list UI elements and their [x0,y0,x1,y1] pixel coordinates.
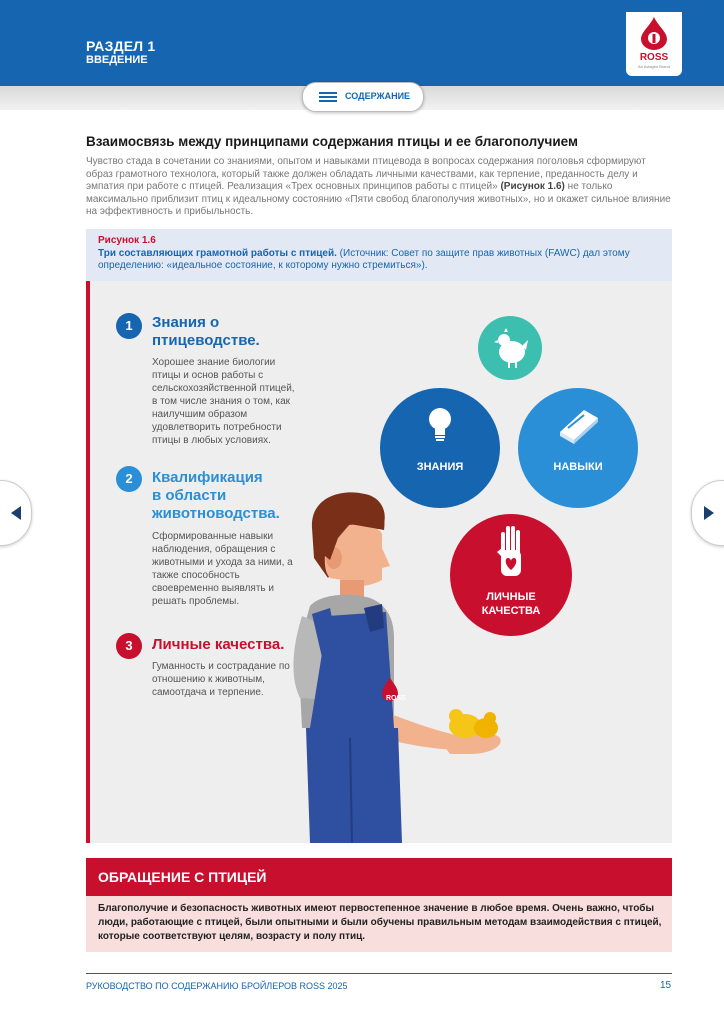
item-number-2: 2 [116,466,142,492]
handling-body-box [86,896,672,952]
personal-qualities-line-1: ЛИЧНЫЕ [486,591,536,603]
intro-text-1: Чувство стада в сочетании со знаниями, опытом и навыками птицевода в вопросах содержания поголовья сформируют образ грамотного технолога, который также должен обладать личными качествами, как терпение, преданность делу и эмпатия при работе с птицей. Реализация «Трех основных принципов работы с птицей» [86,156,646,192]
ross-drop-icon [640,16,668,50]
item-title-2-line-1: Квалификация [152,469,263,486]
item-number-3: 3 [116,633,142,659]
figure-reference-link[interactable]: (Рисунок 1.6) [500,181,565,192]
item-title-1-line-2: птицеводстве. [152,332,260,349]
figure-number: Рисунок 1.6 [98,235,156,246]
page-header [0,0,724,86]
item-text-3: Гуманность и сострадание по отношению к животным, самоотдача и терпение. [152,661,290,698]
item-number-1: 1 [116,313,142,339]
item-title-2-line-3: животноводства. [152,505,280,522]
logo-subtext: An Aviagen Brand [638,64,670,69]
prev-page-button[interactable] [0,480,32,546]
handling-text: Благополучие и безопасность животных имеют первостепенное значение в любое время. Очень важно, чтобы люди, работающие с птицей, были опытными и были обучены правильным методам взаимодействия с птицей, которые соответствуют целям, возрасту и полу птиц. [98,903,662,942]
arrow-right-icon [702,505,716,521]
page-number: 15 [660,980,672,991]
chicken-circle [478,316,542,380]
figure-caption [98,248,664,272]
intro-paragraph [86,156,674,219]
figure-caption-rest: (Источник: Совет по защите прав животных (FAWC) дал этому определению: «идеальное состояние, к которому нужно стремиться»). [98,248,630,271]
book-icon [556,406,602,446]
logo-text: ROSS [639,52,669,63]
knowledge-label: ЗНАНИЯ [416,461,464,473]
arrow-left-icon [9,505,23,521]
section-heading: Взаимосвязь между принципами содержания птицы и ее благополучием [86,134,578,149]
handling-title-bar [86,858,672,896]
figure-accent-bar [86,281,90,843]
section-label: РАЗДЕЛ 1 [86,38,156,54]
handling-title: ОБРАЩЕНИЕ С ПТИЦЕЙ [98,869,267,885]
item-text-1: Хорошее знание биологии птицы и основ работы с сельскохозяйственной птицей, в том числе знания о том, как наилучшим образом удовлетворить потребности птицы в любых условиях. [152,357,295,446]
footer-divider [86,973,672,974]
skills-label: НАВЫКИ [553,461,603,473]
subsection-label: ВВЕДЕНИЕ [86,54,148,66]
next-page-button[interactable] [691,480,724,546]
item-title-3: Личные качества. [152,636,285,653]
intro-text-2: не только максимально приблизит птиц к идеальному состоянию «Пяти свобод благополучия животных», но и окажет сильное влияние на эффективность и прибыльность. [86,181,671,217]
personal-qualities-line-2: КАЧЕСТВА [481,605,541,617]
farmer-illustration [290,488,510,843]
item-title-1 [152,314,260,350]
figure-caption-bold: Три составляющих грамотной работы с птицей. [98,248,337,259]
apron-logo-text: ROSS [386,695,406,702]
chicken-icon [478,316,542,380]
menu-icon [319,92,337,102]
toc-label: СОДЕРЖАНИЕ [345,91,411,101]
footer-title: РУКОВОДСТВО ПО СОДЕРЖАНИЮ БРОЙЛЕРОВ ROSS 2025 [86,981,348,991]
ross-logo [626,12,682,76]
item-text-2: Сформированные навыки наблюдения, обращения с животными и ухода за ними, а также способность своевременно выявлять и решать проблемы. [152,531,293,607]
figure-caption-box [86,229,672,281]
item-title-2 [152,469,280,523]
lightbulb-icon [426,406,454,444]
item-title-2-line-2: в области [152,487,227,504]
item-title-1-line-1: Знания о [152,314,220,331]
skills-circle [518,388,638,508]
toc-button[interactable] [302,82,424,112]
